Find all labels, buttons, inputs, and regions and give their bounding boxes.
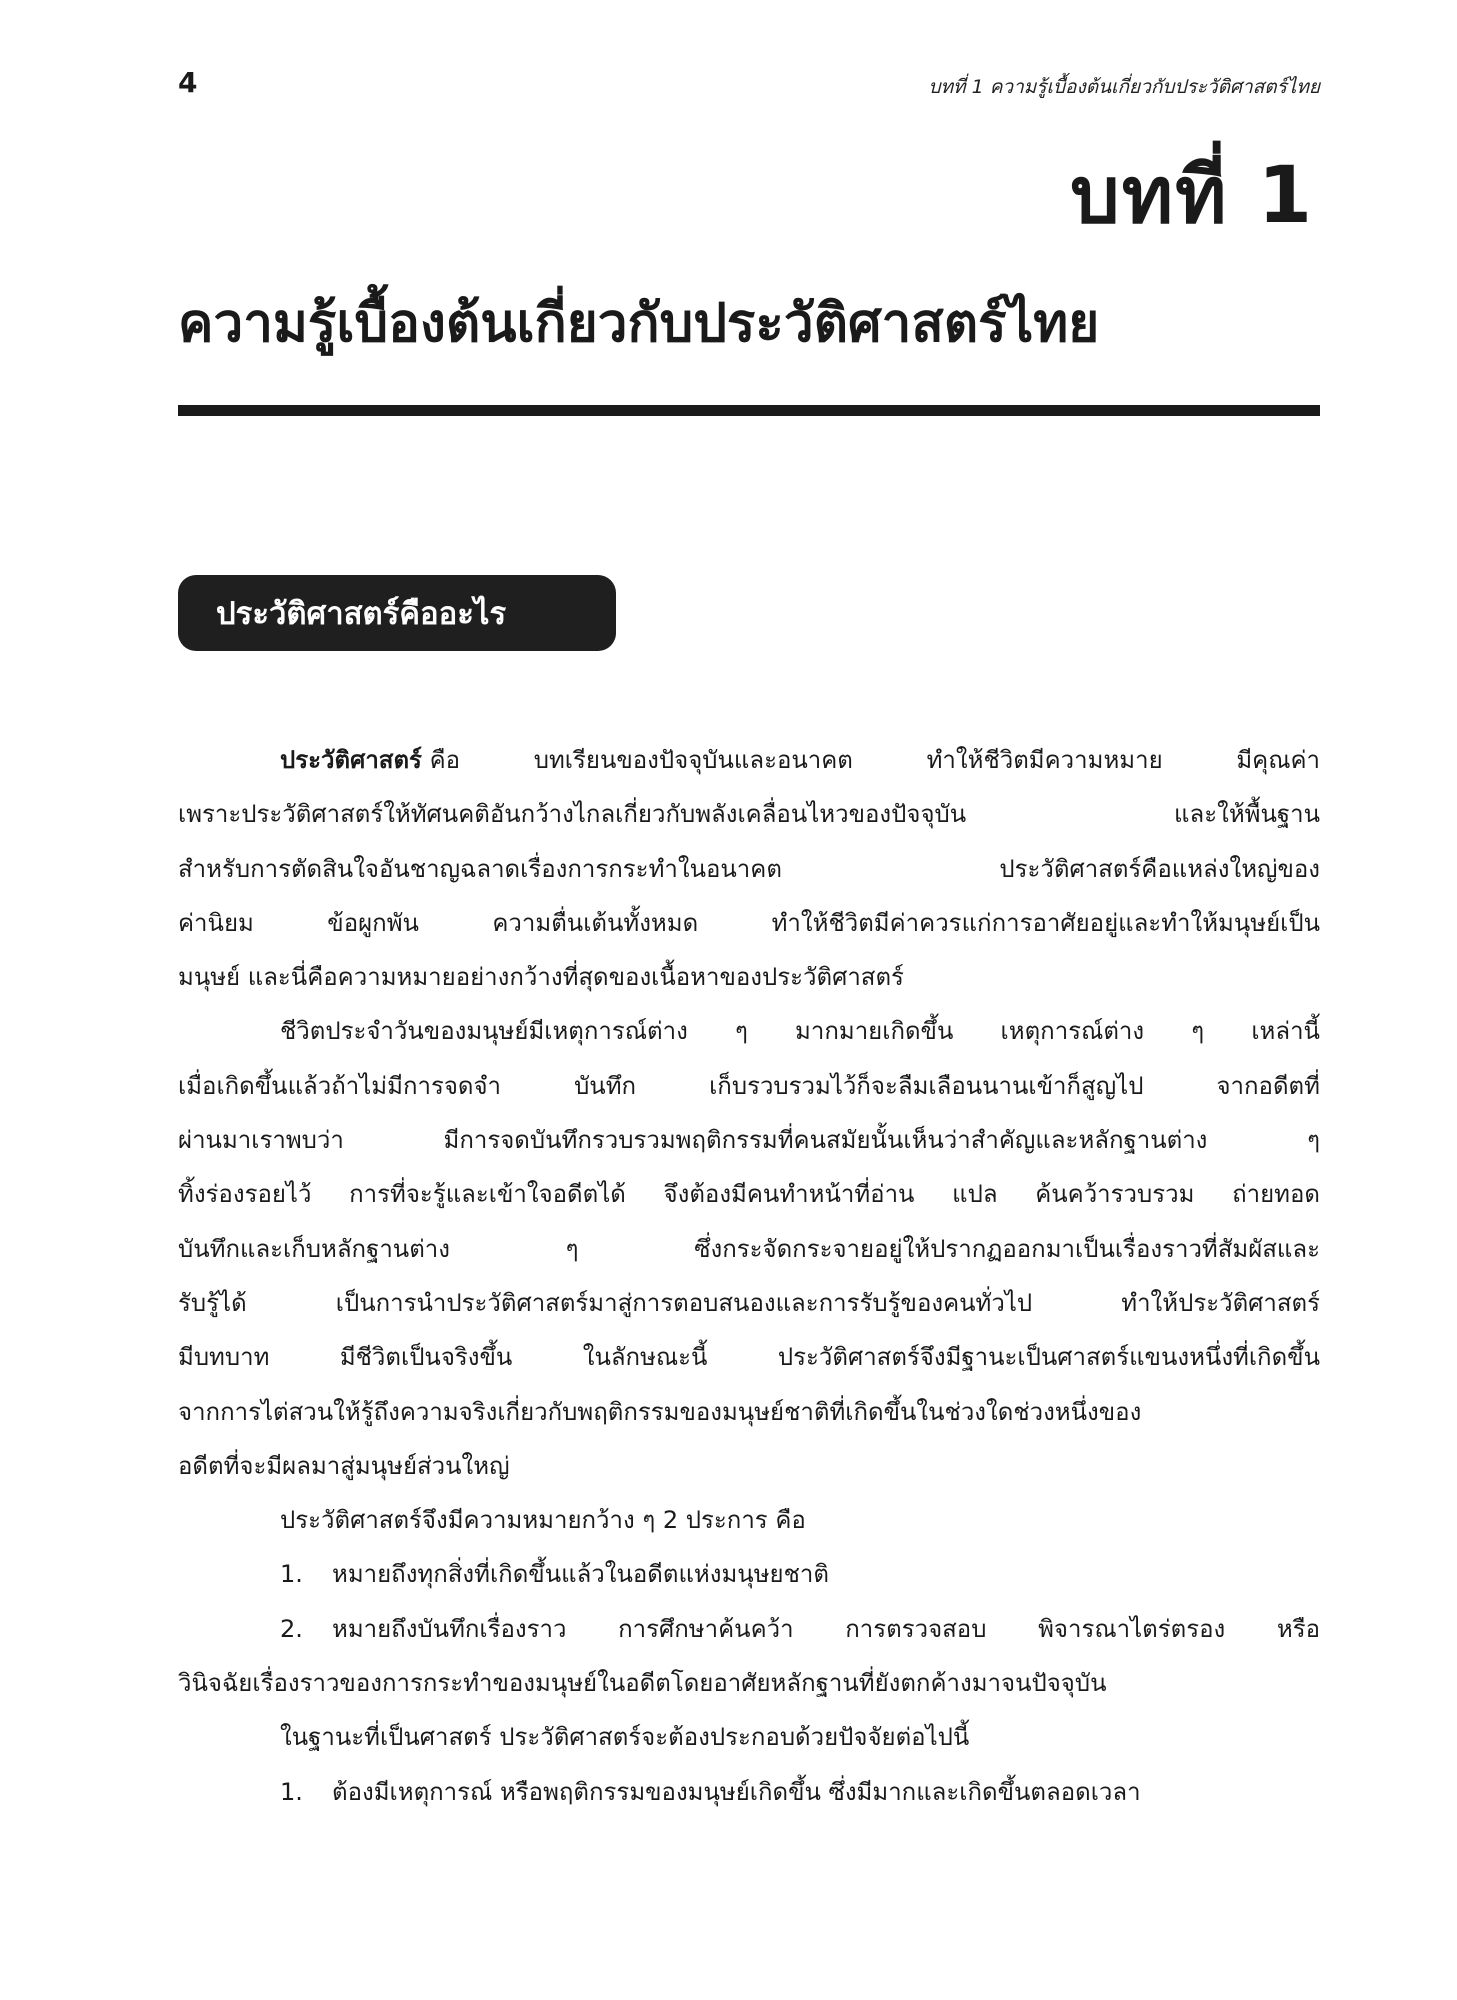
paragraph-lead-term: ประวัติศาสตร์ (280, 746, 422, 774)
chapter-title: ความรู้เบื้องต้นเกี่ยวกับประวัติศาสตร์ไทย (178, 293, 1100, 354)
list-item-factor-1: 1. ต้องมีเหตุการณ์ หรือพฤติกรรมของมนุษย์เกิดขึ้น ซึ่งมีมากและเกิดขึ้นตลอดเวลา (178, 1765, 1320, 1819)
section-heading-badge (178, 575, 616, 651)
paragraph-2-line-8: จากการไต่สวนให้รู้ถึงความจริงเกี่ยวกับพฤติกรรมของมนุษย์ชาติที่เกิดขึ้นในช่วงใดช่วงหนึ่งของ (178, 1397, 1142, 1426)
list-number: 2. (280, 1614, 303, 1643)
paragraph-1-line-3: สำหรับการตัดสินใจอันชาญฉลาดเรื่องการกระทำในอนาคต ประวัติศาสตร์คือแหล่งใหญ่ของ (178, 854, 1320, 883)
section-heading: ประวัติศาสตร์คืออะไร (216, 596, 507, 632)
list-item-meaning-2: 2. หมายถึงบันทึกเรื่องราว การศึกษาค้นคว้า การตรวจสอบ พิจารณาไตร่ตรอง หรือ (178, 1602, 1320, 1656)
paragraph-2-line-6: รับรู้ได้ เป็นการนำประวัติศาสตร์มาสู่การตอบสนองและการรับรู้ของคนทั่วไป ทำให้ประวัติศาสตร์ (178, 1288, 1320, 1317)
paragraph-1-line-2: เพราะประวัติศาสตร์ให้ทัศนคติอันกว้างไกลเกี่ยวกับพลังเคลื่อนไหวของปัจจุบัน และให้พื้นฐาน (178, 800, 1320, 829)
paragraph-1-line-5: มนุษย์ และนี่คือความหมายอย่างกว้างที่สุดของเนื้อหาของประวัติศาสตร์ (178, 963, 904, 992)
paragraph-2-line-1: ชีวิตประจำวันของมนุษย์มีเหตุการณ์ต่าง ๆ มากมายเกิดขึ้น เหตุการณ์ต่าง ๆ เหล่านี้ (280, 1017, 1320, 1046)
running-header: บทที่ 1 ความรู้เบื้องต้นเกี่ยวกับประวัติศาสตร์ไทย (928, 76, 1320, 98)
paragraph-2-line-4: ทิ้งร่องรอยไว้ การที่จะรู้และเข้าใจอดีตได้ จึงต้องมีคนทำหน้าที่อ่าน แปล ค้นคว้ารวบรวม ถ่ายทอด (178, 1180, 1320, 1209)
list-number: 1. (280, 1560, 303, 1589)
chapter-number: บทที่ 1 (1070, 151, 1314, 241)
paragraph-2-line-2: เมื่อเกิดขึ้นแล้วถ้าไม่มีการจดจำ บันทึก เก็บรวบรวมไว้ก็จะลืมเลือนนานเข้าก็สูญไป จากอดีตที่ (178, 1071, 1320, 1100)
paragraph-1-line-1: ประวัติศาสตร์ คือ บทเรียนของปัจจุบันและอนาคต ทำให้ชีวิตมีความหมาย มีคุณค่า (280, 746, 1320, 774)
paragraph-2-line-5: บันทึกและเก็บหลักฐานต่าง ๆ ซึ่งกระจัดกระจายอยู่ให้ปรากฏออกมาเป็นเรื่องราวที่สัมผัสและ (178, 1234, 1320, 1263)
list-item-meaning-1: 1. หมายถึงทุกสิ่งที่เกิดขึ้นแล้วในอดีตแห่งมนุษยชาติ (178, 1547, 1320, 1601)
page-number: 4 (178, 66, 198, 99)
title-divider (178, 405, 1320, 416)
body-text (178, 733, 1320, 1819)
paragraph-3-intro: ประวัติศาสตร์จึงมีความหมายกว้าง ๆ 2 ประการ คือ (280, 1506, 806, 1535)
list-item-meaning-2-continued: วินิจฉัยเรื่องราวของการกระทำของมนุษย์ในอดีตโดยอาศัยหลักฐานที่ยังตกค้างมาจนปัจจุบัน (178, 1669, 1107, 1698)
paragraph-2-line-7: มีบทบาท มีชีวิตเป็นจริงขึ้น ในลักษณะนี้ ประวัติศาสตร์จึงมีฐานะเป็นศาสตร์แขนงหนึ่งที่เกิดขึ้น (178, 1343, 1320, 1372)
book-page (178, 0, 1320, 2000)
list-number: 1. (280, 1777, 303, 1806)
paragraph-4-intro: ในฐานะที่เป็นศาสตร์ ประวัติศาสตร์จะต้องประกอบด้วยปัจจัยต่อไปนี้ (280, 1723, 970, 1752)
paragraph-2-line-9: อดีตที่จะมีผลมาสู่มนุษย์ส่วนใหญ่ (178, 1451, 510, 1480)
paragraph-2-line-3: ผ่านมาเราพบว่า มีการจดบันทึกรวบรวมพฤติกรรมที่คนสมัยนั้นเห็นว่าสำคัญและหลักฐานต่าง ๆ (178, 1126, 1320, 1155)
paragraph-1-line-4: ค่านิยม ข้อผูกพัน ความตื่นเต้นทั้งหมด ทำให้ชีวิตมีค่าควรแก่การอาศัยอยู่และทำให้มนุษย์เป็น (178, 908, 1320, 937)
